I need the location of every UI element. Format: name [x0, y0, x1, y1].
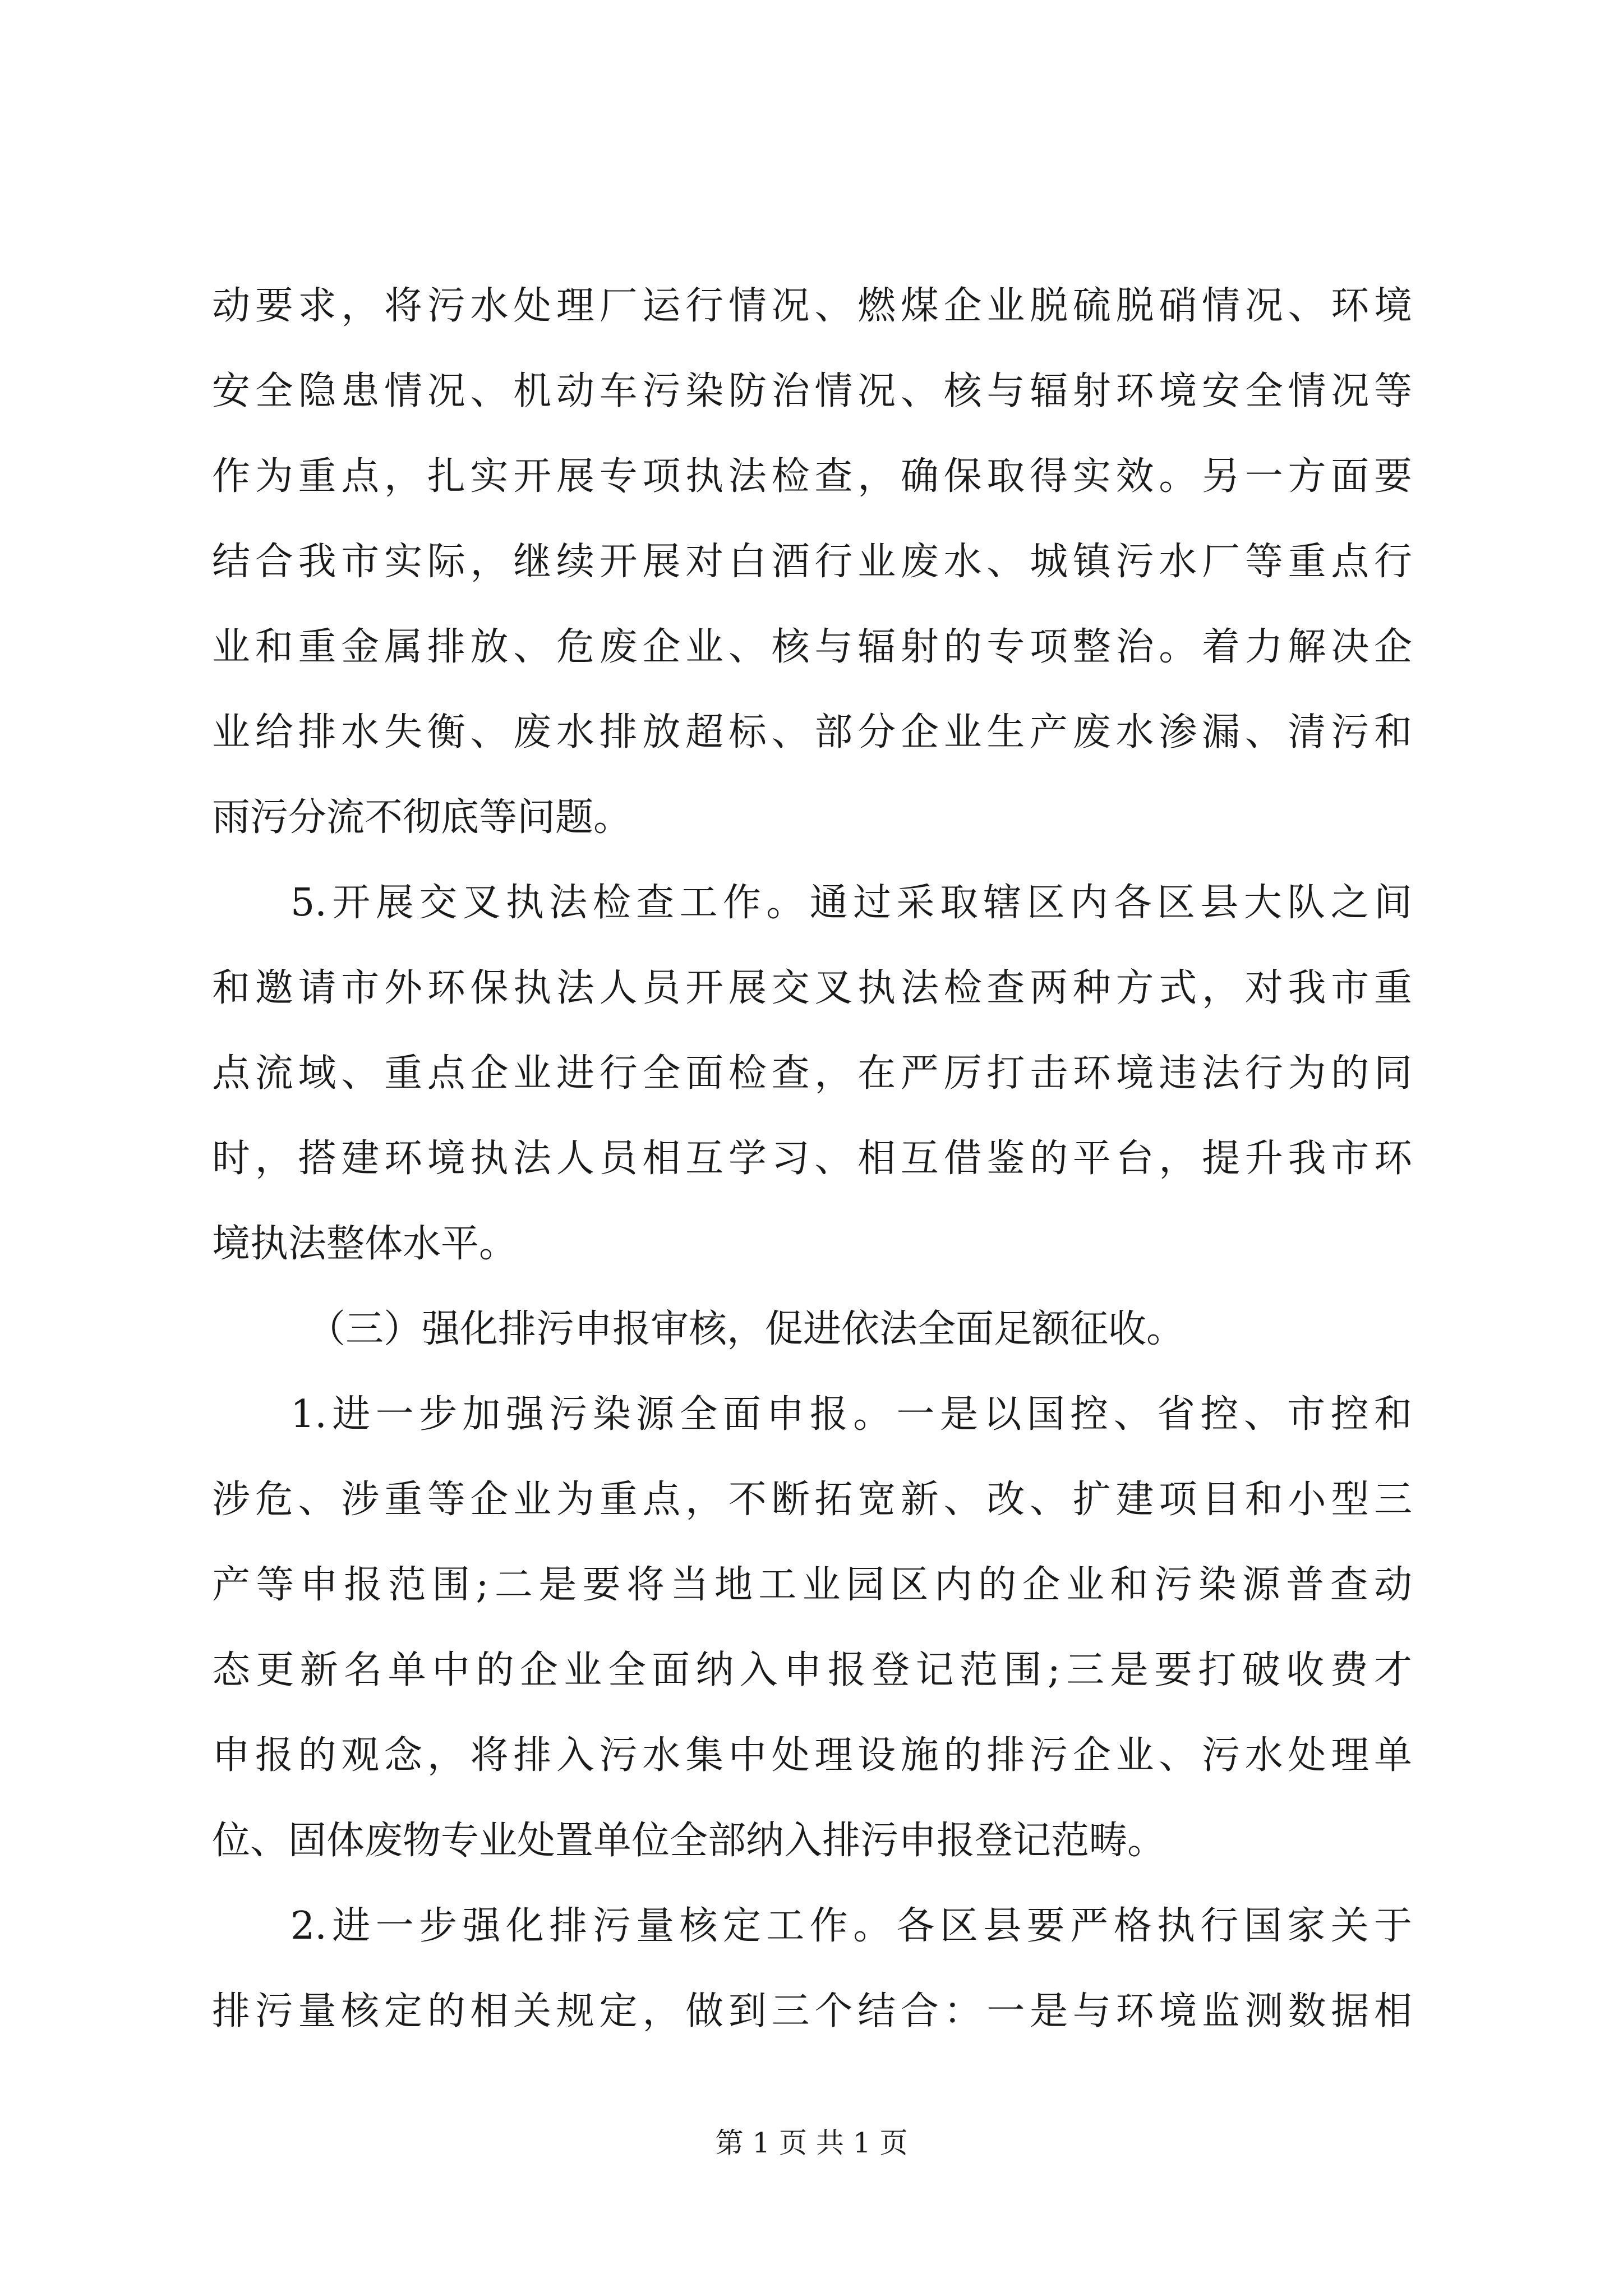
- text-line: 产等申报范围;二是要将当地工业园区内的企业和污染源普查动: [212, 1563, 1412, 1607]
- text-line: 业给排水失衡、废水排放超标、部分企业生产废水渗漏、清污和: [212, 710, 1412, 754]
- text-line: 排污量核定的相关规定，做到三个结合：一是与环境监测数据相: [212, 1989, 1412, 2033]
- text-line: 作为重点，扎实开展专项执法检查，确保取得实效。另一方面要: [212, 454, 1412, 499]
- paragraph: [212, 1372, 1412, 1884]
- text-line: 结合我市实际，继续开展对白酒行业废水、城镇污水厂等重点行: [212, 540, 1412, 584]
- text-line: 点流域、重点企业进行全面检查，在严厉打击环境违法行为的同: [212, 1051, 1412, 1096]
- document-body: [212, 264, 1412, 2054]
- paragraph: [212, 861, 1412, 1287]
- text-line: 境执法整体水平。: [212, 1222, 518, 1266]
- text-line: 1.进一步加强污染源全面申报。一是以国控、省控、市控和: [291, 1392, 1412, 1437]
- text-line: 雨污分流不彻底等问题。: [212, 795, 632, 840]
- section-heading: [212, 1287, 1412, 1372]
- text-line: 态更新名单中的企业全面纳入申报登记范围;三是要打破收费才: [212, 1648, 1412, 1692]
- text-line: 申报的观念，将排入污水集中处理设施的排污企业、污水处理单: [212, 1733, 1412, 1778]
- text-line: 涉危、涉重等企业为重点，不断拓宽新、改、扩建项目和小型三: [212, 1478, 1412, 1522]
- text-line: 2.进一步强化排污量核定工作。各区县要严格执行国家关于: [291, 1904, 1412, 1948]
- paragraph: [212, 264, 1412, 861]
- text-line: 位、固体废物专业处置单位全部纳入排污申报登记范畴。: [212, 1819, 1166, 1863]
- text-line: 动要求，将污水处理厂运行情况、燃煤企业脱硫脱硝情况、环境: [212, 284, 1412, 328]
- text-line: 安全隐患情况、机动车污染防治情况、核与辐射环境安全情况等: [212, 369, 1412, 413]
- text-line: 5.开展交叉执法检查工作。通过采取辖区内各区县大队之间: [291, 881, 1412, 925]
- text-line: 和邀请市外环保执法人员开展交叉执法检查两种方式，对我市重: [212, 966, 1412, 1010]
- heading-text: （三）强化排污申报审核，促进依法全面足额征收。: [307, 1307, 1185, 1351]
- paragraph: [212, 1884, 1412, 2054]
- text-line: 业和重金属排放、危废企业、核与辐射的专项整治。着力解决企: [212, 625, 1412, 669]
- page-footer: 第 1 页 共 1 页: [715, 2127, 908, 2159]
- text-line: 时，搭建环境执法人员相互学习、相互借鉴的平台，提升我市环: [212, 1137, 1412, 1181]
